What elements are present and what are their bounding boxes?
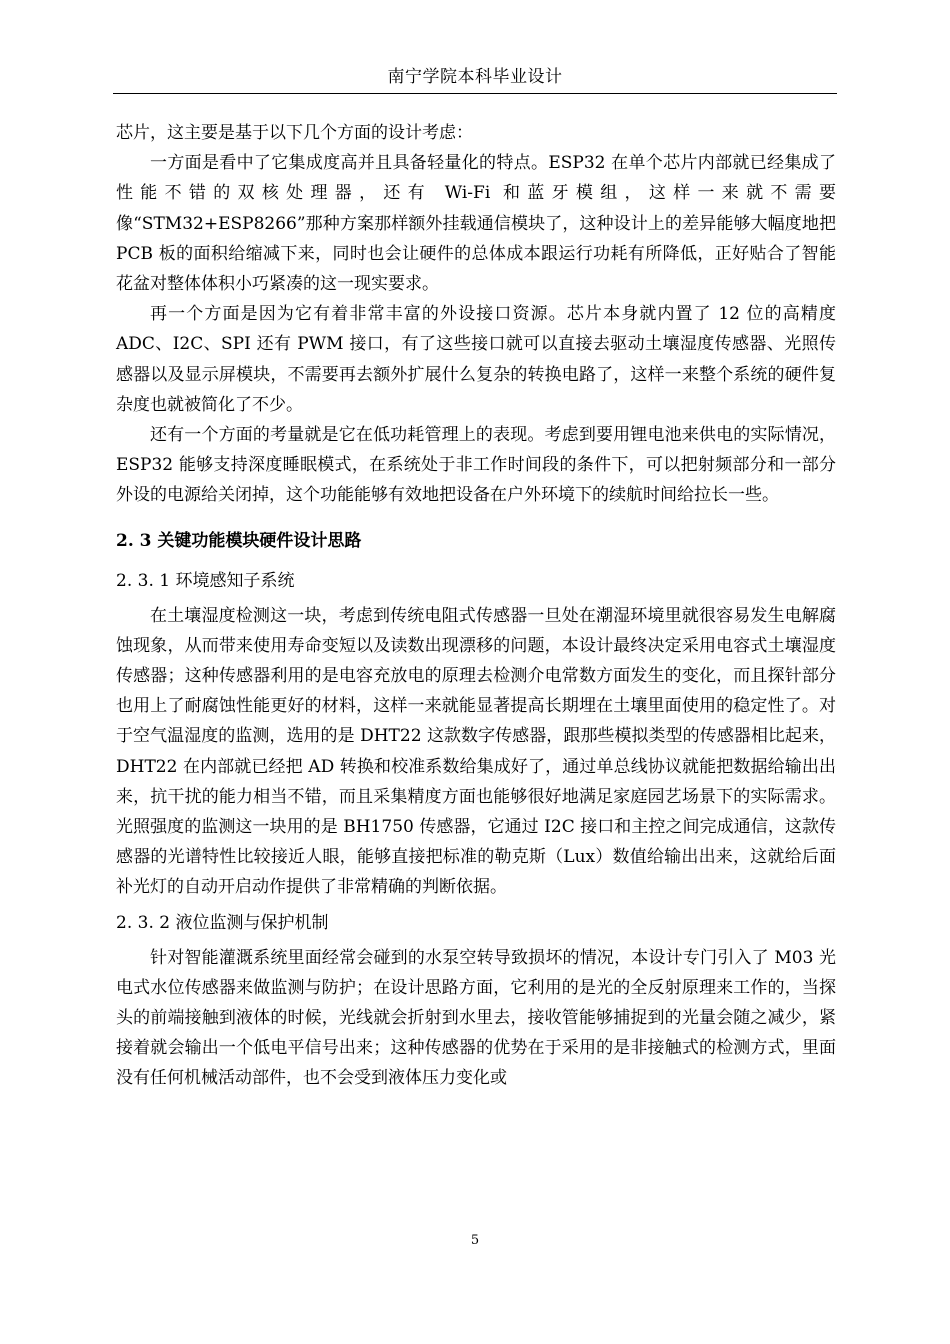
header-rule — [113, 93, 837, 94]
running-header: 南宁学院本科毕业设计 — [387, 67, 563, 87]
paragraph: 在土壤湿度检测这一块，考虑到传统电阻式传感器一旦处在潮湿环境里就很容易发生电解腐蚀现象，从而带来使用寿命变短以及读数出现漂移的问题，本设计最终决定采用电容式土壤湿度传感器；这种传感器利用的是电容充放电的原理去检测介电常数方面发生的变化，而且探针部分也用上了耐腐蚀性能更好的材料，这样一来就能显著提高长期埋在土壤里面使用的稳定性了。对于空气温湿度的监测，选用的是 DHT22 这款数字传感器，跟那些模拟类型的传感器相比起来，DHT22 在内部就已经把 AD 转换和校准系数给集成好了，通过单总线协议就能把数据给输出出来，抗干扰的能力相当不错，而且采集精度方面也能够很好地满足家庭园艺场景下的实际需求。光照强度的监测这一块用的是 BH1750 传感器，它通过 I2C 接口和主控之间完成通信，这款传感器的光谱特性比较接近人眼，能够直接把标准的勒克斯（Lux）数值给输出出来，这就给后面补光灯的自动开启动作提供了非常精确的判断依据。 — [116, 605, 836, 898]
paragraph: 针对智能灌溉系统里面经常会碰到的水泵空转导致损坏的情况，本设计专门引入了 M03 光电式水位传感器来做监测与防护；在设计思路方面，它利用的是光的全反射原理来工作的，当探头的前端接触到液体的时候，光线就会折射到水里去，接收管能够捕捉到的光量会随之减少，紧接着就会输出一个低电平信号出来；这种传感器的优势在于采用的是非接触式的检测方式，里面没有任何机械活动部件，也不会受到液体压力变化或 — [116, 947, 836, 1089]
subsection-heading: 2. 3. 2 液位监测与保护机制 — [116, 912, 329, 933]
page-number: 5 — [470, 1233, 480, 1248]
paragraph: 还有一个方面的考量就是它在低功耗管理上的表现。考虑到要用锂电池来供电的实际情况，ESP32 能够支持深度睡眠模式，在系统处于非工作时间段的条件下，可以把射频部分和一部分外设的电源给关闭掉，这个功能能够有效地把设备在户外环境下的续航时间给拉长一些。 — [116, 425, 836, 506]
body-text — [116, 118, 836, 1094]
paragraph: 再一个方面是因为它有着非常丰富的外设接口资源。芯片本身就内置了 12 位的高精度 ADC、I2C、SPI 还有 PWM 接口，有了这些接口就可以直接去驱动土壤湿度传感器、光照传感器以及显示屏模块，不需要再去额外扩展什么复杂的转换电路了，这样一来整个系统的硬件复杂度也就被简化了不少。 — [116, 304, 836, 415]
paragraph-continuation: 芯片，这主要是基于以下几个方面的设计考虑： — [116, 123, 473, 143]
subsection-heading: 2. 3. 1 环境感知子系统 — [116, 570, 295, 591]
paragraph: 一方面是看中了它集成度高并且具备轻量化的特点。ESP32 在单个芯片内部就已经集成了性能不错的双核处理器，还有 Wi-Fi 和蓝牙模组，这样一来就不需要像“STM32+ESP8266”那种方案那样额外挂载通信模块了，这种设计上的差异能够大幅度地把 PCB 板的面积给缩减下来，同时也会让硬件的总体成本跟运行功耗有所降低，正好贴合了智能花盆对整体体积小巧紧凑的这一现实要求。 — [116, 153, 836, 295]
section-heading: 2. 3 关键功能模块硬件设计思路 — [116, 530, 362, 551]
